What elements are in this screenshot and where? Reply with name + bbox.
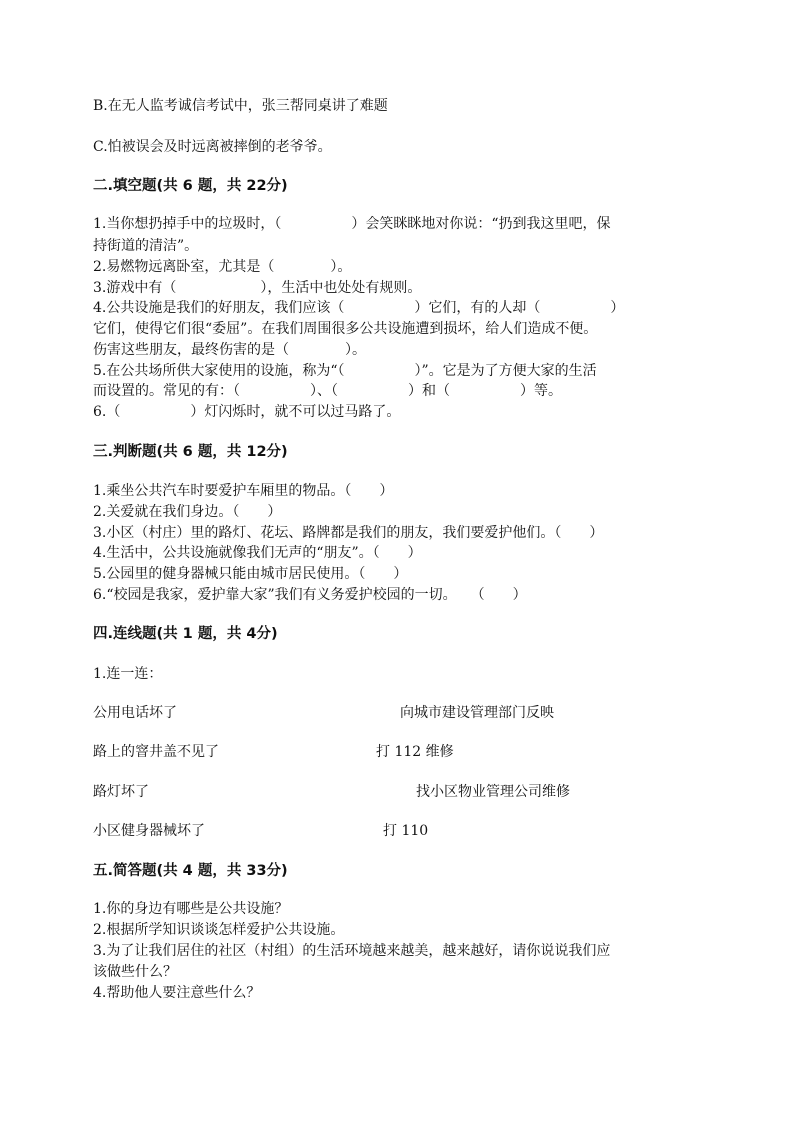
- fill-in-line: 伤害这些朋友，最终伤害的是（ ）。: [93, 342, 366, 358]
- fill-in-line: 2.易燃物远离卧室，尤其是（ ）。: [93, 259, 352, 275]
- short-answer-line: 3.为了让我们居住的社区（村组）的生活环境越来越美，越来越好，请你说说我们应: [93, 943, 611, 959]
- judge-line: 3.小区（村庄）里的路灯、花坛、路牌都是我们的朋友，我们要爱护他们。（ ）: [93, 525, 604, 541]
- matching-right-item[interactable]: 打 110: [383, 823, 429, 839]
- short-answer-line: 1.你的身边有哪些是公共设施？: [93, 901, 289, 917]
- short-answer-line: 4.帮助他人要注意些什么？: [93, 985, 261, 1001]
- fill-in-line: 4.公共设施是我们的好朋友，我们应该（ ）它们，有的人却（ ）: [93, 300, 625, 316]
- judge-line: 2.关爱就在我们身边。（ ）: [93, 504, 282, 520]
- judge-line: 6.“校园是我家，爱护靠大家”我们有义务爱护校园的一切。 （ ）: [93, 587, 527, 603]
- matching-left-item[interactable]: 小区健身器械坏了: [93, 823, 205, 839]
- fill-in-line: 它们，使得它们很“委屈”。在我们周围很多公共设施遭到损坏，给人们造成不便。: [93, 321, 598, 337]
- matching-instruction: 1.连一连：: [93, 666, 163, 682]
- option-c: C.怕被误会及时远离被摔倒的老爷爷。: [93, 139, 332, 155]
- matching-left-item[interactable]: 路上的窨井盖不见了: [93, 744, 219, 760]
- matching-left-item[interactable]: 路灯坏了: [93, 784, 149, 800]
- short-answer-section-title: 五.简答题(共 4 题，共 33分): [93, 863, 288, 879]
- judge-line: 4.生活中，公共设施就像我们无声的“朋友”。（ ）: [93, 545, 422, 561]
- matching-right-item[interactable]: 打 112 维修: [376, 744, 454, 760]
- option-b: B.在无人监考诚信考试中，张三帮同桌讲了难题: [93, 98, 388, 114]
- judge-section-title: 三.判断题(共 6 题，共 12分): [93, 444, 288, 460]
- matching-section-title: 四.连线题(共 1 题，共 4分): [93, 626, 278, 642]
- judge-line: 5.公园里的健身器械只能由城市居民使用。（ ）: [93, 566, 408, 582]
- fill-in-line: 6.（ ）灯闪烁时，就不可以过马路了。: [93, 404, 401, 420]
- short-answer-line: 2.根据所学知识谈谈怎样爱护公共设施。: [93, 922, 345, 938]
- fill-in-line: 1.当你想扔掉手中的垃圾时，（ ）会笑眯眯地对你说：“扔到我这里吧，保: [93, 216, 611, 232]
- fill-in-line: 3.游戏中有（ ），生活中也处处有规则。: [93, 280, 422, 296]
- matching-right-item[interactable]: 找小区物业管理公司维修: [416, 784, 570, 800]
- matching-left-item[interactable]: 公用电话坏了: [93, 705, 177, 721]
- fill-in-line: 持街道的清洁”。: [93, 238, 199, 254]
- matching-right-item[interactable]: 向城市建设管理部门反映: [400, 705, 554, 721]
- judge-line: 1.乘坐公共汽车时要爱护车厢里的物品。（ ）: [93, 483, 394, 499]
- fill-in-section-title: 二.填空题(共 6 题，共 22分): [93, 178, 288, 194]
- fill-in-line: 而设置的。常见的有：（ ）、（ ）和（ ）等。: [93, 383, 562, 399]
- short-answer-line: 该做些什么？: [93, 964, 177, 980]
- fill-in-line: 5.在公共场所供大家使用的设施，称为“（ ）”。它是为了方便大家的生活: [93, 363, 597, 379]
